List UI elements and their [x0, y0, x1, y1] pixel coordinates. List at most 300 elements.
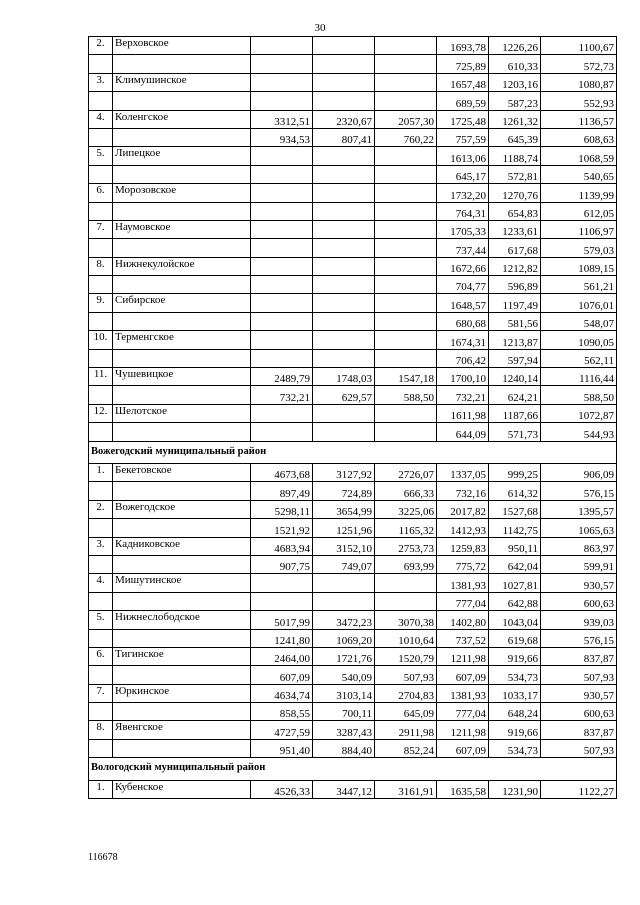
value-cell: 1251,96 [313, 519, 375, 537]
value-cell: 775,72 [437, 555, 489, 573]
tariff-table [88, 36, 617, 799]
row-number: 2. [89, 37, 113, 55]
table-row [89, 555, 617, 573]
value-cell: 3472,23 [313, 611, 375, 629]
section-title: Вожегодский муниципальный район [89, 441, 617, 463]
value-cell [251, 592, 313, 610]
settlement-name: Терменгское [113, 331, 251, 349]
settlement-name: Морозовское [113, 184, 251, 202]
value-cell: 930,57 [541, 684, 617, 702]
value-cell: 4673,68 [251, 463, 313, 481]
settlement-name [113, 55, 251, 73]
settlement-name: Чушевицкое [113, 368, 251, 386]
value-cell: 1705,33 [437, 220, 489, 238]
row-number [89, 349, 113, 367]
value-cell [251, 55, 313, 73]
value-cell: 884,40 [313, 739, 375, 757]
table-row [89, 165, 617, 183]
value-cell: 4727,59 [251, 721, 313, 739]
value-cell: 1089,15 [541, 257, 617, 275]
value-cell: 680,68 [437, 312, 489, 330]
value-cell: 3654,99 [313, 500, 375, 518]
value-cell: 619,68 [489, 629, 541, 647]
value-cell [375, 165, 437, 183]
value-cell: 1648,57 [437, 294, 489, 312]
table-row [89, 184, 617, 202]
value-cell: 576,15 [541, 482, 617, 500]
value-cell: 610,33 [489, 55, 541, 73]
value-cell: 1674,31 [437, 331, 489, 349]
value-cell [313, 202, 375, 220]
value-cell: 645,09 [375, 703, 437, 721]
value-cell: 507,93 [541, 739, 617, 757]
value-cell [313, 257, 375, 275]
settlement-name [113, 423, 251, 441]
value-cell: 706,42 [437, 349, 489, 367]
value-cell: 1203,16 [489, 73, 541, 91]
value-cell: 645,39 [489, 128, 541, 146]
row-number [89, 739, 113, 757]
row-number [89, 386, 113, 404]
row-number [89, 703, 113, 721]
value-cell: 725,89 [437, 55, 489, 73]
value-cell: 642,04 [489, 555, 541, 573]
value-cell: 552,93 [541, 92, 617, 110]
value-cell: 1611,98 [437, 404, 489, 422]
value-cell [251, 184, 313, 202]
value-cell: 1100,67 [541, 37, 617, 55]
value-cell: 645,17 [437, 165, 489, 183]
value-cell: 1122,27 [541, 780, 617, 798]
value-cell: 1732,20 [437, 184, 489, 202]
value-cell [313, 423, 375, 441]
value-cell: 858,55 [251, 703, 313, 721]
value-cell: 648,24 [489, 703, 541, 721]
value-cell [313, 37, 375, 55]
value-cell: 3103,14 [313, 684, 375, 702]
value-cell [375, 423, 437, 441]
value-cell: 1213,87 [489, 331, 541, 349]
row-number [89, 239, 113, 257]
value-cell [313, 349, 375, 367]
value-cell: 5017,99 [251, 611, 313, 629]
settlement-name: Верховское [113, 37, 251, 55]
value-cell: 561,21 [541, 276, 617, 294]
settlement-name: Липецкое [113, 147, 251, 165]
value-cell: 607,09 [437, 666, 489, 684]
value-cell [375, 92, 437, 110]
value-cell: 897,49 [251, 482, 313, 500]
value-cell: 1721,76 [313, 647, 375, 665]
value-cell: 1547,18 [375, 368, 437, 386]
settlement-name [113, 666, 251, 684]
value-cell: 1139,99 [541, 184, 617, 202]
value-cell [313, 294, 375, 312]
value-cell: 507,93 [541, 666, 617, 684]
value-cell [313, 331, 375, 349]
settlement-name: Тигинское [113, 647, 251, 665]
value-cell: 644,09 [437, 423, 489, 441]
settlement-name [113, 592, 251, 610]
table-row [89, 666, 617, 684]
value-cell [375, 294, 437, 312]
value-cell [251, 165, 313, 183]
value-cell: 906,09 [541, 463, 617, 481]
value-cell: 666,33 [375, 482, 437, 500]
value-cell [375, 574, 437, 592]
value-cell: 562,11 [541, 349, 617, 367]
value-cell: 612,05 [541, 202, 617, 220]
value-cell [375, 55, 437, 73]
value-cell: 1069,20 [313, 629, 375, 647]
value-cell: 572,73 [541, 55, 617, 73]
value-cell: 579,03 [541, 239, 617, 257]
value-cell [313, 147, 375, 165]
value-cell [375, 184, 437, 202]
table-row [89, 73, 617, 91]
value-cell: 1613,06 [437, 147, 489, 165]
value-cell: 507,93 [375, 666, 437, 684]
value-cell [251, 257, 313, 275]
value-cell: 1033,17 [489, 684, 541, 702]
value-cell [251, 312, 313, 330]
table-row [89, 684, 617, 702]
value-cell: 597,94 [489, 349, 541, 367]
value-cell: 607,09 [251, 666, 313, 684]
value-cell: 607,09 [437, 739, 489, 757]
settlement-name [113, 519, 251, 537]
row-number: 4. [89, 110, 113, 128]
settlement-name: Наумовское [113, 220, 251, 238]
value-cell [313, 312, 375, 330]
value-cell [313, 92, 375, 110]
value-cell [313, 184, 375, 202]
row-number [89, 592, 113, 610]
settlement-name: Коленгское [113, 110, 251, 128]
value-cell: 704,77 [437, 276, 489, 294]
row-number [89, 423, 113, 441]
value-cell [251, 574, 313, 592]
value-cell: 777,04 [437, 592, 489, 610]
value-cell: 588,50 [541, 386, 617, 404]
table-row [89, 368, 617, 386]
value-cell: 807,41 [313, 128, 375, 146]
settlement-name [113, 165, 251, 183]
value-cell [251, 147, 313, 165]
value-cell [313, 220, 375, 238]
value-cell [375, 220, 437, 238]
value-cell: 1527,68 [489, 500, 541, 518]
section-row [89, 758, 617, 780]
value-cell: 930,57 [541, 574, 617, 592]
value-cell [313, 592, 375, 610]
value-cell: 2057,30 [375, 110, 437, 128]
value-cell: 1395,57 [541, 500, 617, 518]
value-cell: 1226,26 [489, 37, 541, 55]
value-cell: 939,03 [541, 611, 617, 629]
value-cell: 534,73 [489, 666, 541, 684]
row-number [89, 666, 113, 684]
value-cell: 760,22 [375, 128, 437, 146]
settlement-name [113, 202, 251, 220]
value-cell: 1381,93 [437, 574, 489, 592]
value-cell: 540,09 [313, 666, 375, 684]
table-row [89, 537, 617, 555]
value-cell: 617,68 [489, 239, 541, 257]
table-row [89, 349, 617, 367]
value-cell: 600,63 [541, 703, 617, 721]
value-cell: 3312,51 [251, 110, 313, 128]
footer-code: 116678 [88, 852, 118, 863]
value-cell: 1381,93 [437, 684, 489, 702]
settlement-name [113, 482, 251, 500]
value-cell [251, 404, 313, 422]
value-cell [375, 404, 437, 422]
value-cell: 1270,76 [489, 184, 541, 202]
settlement-name: Нижнеслободское [113, 611, 251, 629]
row-number: 10. [89, 331, 113, 349]
value-cell: 614,32 [489, 482, 541, 500]
value-cell: 3225,06 [375, 500, 437, 518]
settlement-name: Кубенское [113, 780, 251, 798]
table-row [89, 294, 617, 312]
value-cell: 1337,05 [437, 463, 489, 481]
value-cell: 999,25 [489, 463, 541, 481]
row-number [89, 312, 113, 330]
settlement-name [113, 312, 251, 330]
value-cell: 624,21 [489, 386, 541, 404]
row-number [89, 202, 113, 220]
value-cell: 837,87 [541, 721, 617, 739]
table-row [89, 519, 617, 537]
value-cell: 2489,79 [251, 368, 313, 386]
value-cell: 2017,82 [437, 500, 489, 518]
value-cell: 1187,66 [489, 404, 541, 422]
settlement-name [113, 703, 251, 721]
value-cell: 572,81 [489, 165, 541, 183]
value-cell: 1259,83 [437, 537, 489, 555]
table-row [89, 386, 617, 404]
value-cell: 544,93 [541, 423, 617, 441]
table-row [89, 276, 617, 294]
value-cell: 2320,67 [313, 110, 375, 128]
value-cell: 1748,03 [313, 368, 375, 386]
value-cell: 1521,92 [251, 519, 313, 537]
value-cell: 777,04 [437, 703, 489, 721]
value-cell [251, 202, 313, 220]
value-cell: 2753,73 [375, 537, 437, 555]
value-cell [375, 37, 437, 55]
row-number [89, 555, 113, 573]
settlement-name [113, 349, 251, 367]
value-cell [313, 55, 375, 73]
value-cell [375, 331, 437, 349]
value-cell: 1080,87 [541, 73, 617, 91]
value-cell: 2464,00 [251, 647, 313, 665]
settlement-name [113, 386, 251, 404]
table-row [89, 404, 617, 422]
table-row [89, 739, 617, 757]
value-cell: 1520,79 [375, 647, 437, 665]
value-cell: 1725,48 [437, 110, 489, 128]
value-cell [375, 592, 437, 610]
value-cell: 571,73 [489, 423, 541, 441]
value-cell: 1188,74 [489, 147, 541, 165]
settlement-name: Явенгское [113, 721, 251, 739]
row-number [89, 165, 113, 183]
value-cell [251, 92, 313, 110]
row-number: 12. [89, 404, 113, 422]
value-cell: 1211,98 [437, 647, 489, 665]
value-cell: 1231,90 [489, 780, 541, 798]
settlement-name [113, 739, 251, 757]
row-number: 9. [89, 294, 113, 312]
value-cell: 581,56 [489, 312, 541, 330]
settlement-name: Климушинское [113, 73, 251, 91]
table-row [89, 500, 617, 518]
value-cell: 4526,33 [251, 780, 313, 798]
table-row [89, 780, 617, 798]
value-cell [375, 257, 437, 275]
value-cell [375, 147, 437, 165]
settlement-name [113, 128, 251, 146]
row-number: 7. [89, 684, 113, 702]
value-cell: 3070,38 [375, 611, 437, 629]
value-cell: 919,66 [489, 721, 541, 739]
value-cell [251, 276, 313, 294]
row-number: 3. [89, 537, 113, 555]
table-row [89, 482, 617, 500]
row-number: 1. [89, 780, 113, 798]
value-cell: 1027,81 [489, 574, 541, 592]
value-cell: 3152,10 [313, 537, 375, 555]
value-cell: 596,89 [489, 276, 541, 294]
value-cell: 1240,14 [489, 368, 541, 386]
value-cell: 5298,11 [251, 500, 313, 518]
value-cell: 548,07 [541, 312, 617, 330]
value-cell: 1212,82 [489, 257, 541, 275]
table-row [89, 147, 617, 165]
value-cell: 600,63 [541, 592, 617, 610]
value-cell: 1142,75 [489, 519, 541, 537]
table-row [89, 647, 617, 665]
value-cell [251, 220, 313, 238]
value-cell: 1241,80 [251, 629, 313, 647]
value-cell: 700,11 [313, 703, 375, 721]
page-number: 30 [314, 22, 326, 34]
table-row [89, 703, 617, 721]
value-cell [251, 239, 313, 257]
value-cell: 1261,32 [489, 110, 541, 128]
value-cell: 2704,83 [375, 684, 437, 702]
value-cell: 1106,97 [541, 220, 617, 238]
settlement-name [113, 629, 251, 647]
table-row [89, 611, 617, 629]
table-row [89, 331, 617, 349]
value-cell: 588,50 [375, 386, 437, 404]
value-cell: 732,21 [437, 386, 489, 404]
table-row [89, 239, 617, 257]
value-cell: 1233,61 [489, 220, 541, 238]
value-cell [313, 73, 375, 91]
value-cell: 1043,04 [489, 611, 541, 629]
value-cell [375, 276, 437, 294]
value-cell: 1068,59 [541, 147, 617, 165]
table-row [89, 37, 617, 55]
value-cell: 3447,12 [313, 780, 375, 798]
row-number: 6. [89, 647, 113, 665]
value-cell: 689,59 [437, 92, 489, 110]
table-row [89, 92, 617, 110]
value-cell: 1693,78 [437, 37, 489, 55]
row-number: 8. [89, 257, 113, 275]
table-row [89, 312, 617, 330]
value-cell: 654,83 [489, 202, 541, 220]
value-cell: 737,52 [437, 629, 489, 647]
value-cell: 1197,49 [489, 294, 541, 312]
value-cell: 852,24 [375, 739, 437, 757]
row-number [89, 276, 113, 294]
value-cell: 951,40 [251, 739, 313, 757]
value-cell: 2911,98 [375, 721, 437, 739]
value-cell [375, 349, 437, 367]
value-cell: 749,07 [313, 555, 375, 573]
value-cell: 4683,94 [251, 537, 313, 555]
table-row [89, 423, 617, 441]
value-cell: 540,65 [541, 165, 617, 183]
value-cell: 907,75 [251, 555, 313, 573]
value-cell: 919,66 [489, 647, 541, 665]
value-cell: 1672,66 [437, 257, 489, 275]
row-number: 2. [89, 500, 113, 518]
settlement-name: Кадниковское [113, 537, 251, 555]
value-cell: 724,89 [313, 482, 375, 500]
value-cell: 1700,10 [437, 368, 489, 386]
settlement-name [113, 92, 251, 110]
value-cell [375, 202, 437, 220]
settlement-name: Юркинское [113, 684, 251, 702]
row-number [89, 482, 113, 500]
value-cell: 608,63 [541, 128, 617, 146]
value-cell [313, 574, 375, 592]
value-cell [375, 73, 437, 91]
table-row [89, 463, 617, 481]
settlement-name: Шелотское [113, 404, 251, 422]
settlement-name: Сибирское [113, 294, 251, 312]
row-number: 4. [89, 574, 113, 592]
value-cell [313, 404, 375, 422]
value-cell [313, 239, 375, 257]
value-cell: 1072,87 [541, 404, 617, 422]
value-cell: 576,15 [541, 629, 617, 647]
settlement-name: Мишутинское [113, 574, 251, 592]
value-cell: 4634,74 [251, 684, 313, 702]
value-cell: 737,44 [437, 239, 489, 257]
value-cell: 1402,80 [437, 611, 489, 629]
value-cell: 950,11 [489, 537, 541, 555]
value-cell [375, 239, 437, 257]
table-row [89, 202, 617, 220]
row-number: 11. [89, 368, 113, 386]
value-cell: 1076,01 [541, 294, 617, 312]
row-number: 6. [89, 184, 113, 202]
row-number [89, 629, 113, 647]
value-cell: 1657,48 [437, 73, 489, 91]
value-cell: 837,87 [541, 647, 617, 665]
value-cell [251, 37, 313, 55]
value-cell [251, 349, 313, 367]
value-cell: 1116,44 [541, 368, 617, 386]
